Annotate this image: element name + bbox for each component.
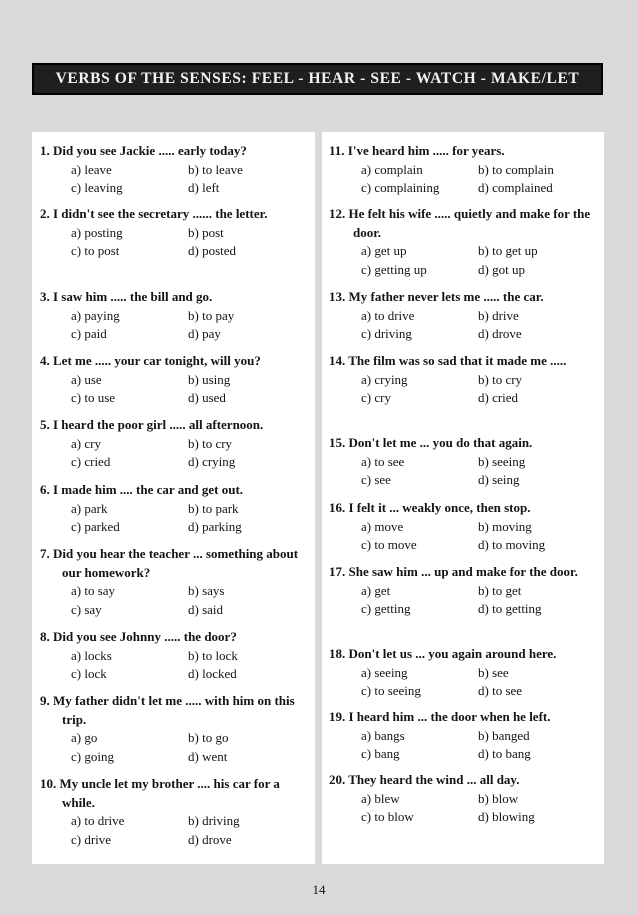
option-d: d) locked [188,666,237,681]
option-d: d) posted [188,243,237,258]
question-14 [322,352,604,408]
right-question-panel [322,132,604,864]
question-5 [32,416,315,472]
option-b: b) to get [478,582,522,598]
option-a: a) move [361,518,404,534]
page-number: 14 [312,882,326,897]
option-b: b) to pay [188,307,235,323]
option-d: d) said [188,601,224,617]
option-c: c) drive [71,831,112,847]
option-b: b) to cry [188,435,233,451]
option-b: b) seeing [478,453,526,469]
question-13 [322,288,604,344]
option-b: b) using [188,371,231,387]
option-b: b) to park [188,500,239,516]
option-b: b) moving [478,518,532,534]
option-d: d) blowing [478,809,535,824]
option-a: a) posting [71,224,123,240]
option-b: b) to cry [478,371,523,387]
option-c: c) to use [71,390,116,405]
question-stem: 4. Let me ..... your car tonight, will you? [40,353,261,368]
option-b: b) driving [188,813,240,828]
question-12 [322,205,604,279]
option-c: c) getting up [361,261,427,277]
question-20 [322,771,604,827]
question-stem: 16. I felt it ... weakly once, then stop. [329,500,531,515]
option-c: c) say [71,601,102,617]
option-a: a) to drive [71,813,125,828]
question-stem: 8. Did you see Johnny ..... the door? [40,629,237,644]
question-stem: 5. I heard the poor girl ..... all afternoon. [40,417,264,432]
option-d: d) seing [478,472,520,487]
question-stem: 6. I made him .... the car and get out. [40,482,244,497]
question-1 [32,142,315,198]
question-2 [32,205,282,261]
option-c: c) cried [71,454,111,469]
option-b: b) to go [188,730,229,745]
option-d: d) drove [188,831,232,847]
option-c: c) getting [361,601,411,616]
question-9 [32,692,315,766]
option-c: c) paid [71,326,107,341]
left-question-panel [32,132,315,864]
question-16 [322,499,604,555]
question-15 [322,434,604,490]
question-3 [32,288,315,344]
option-d: d) parking [188,519,242,534]
page-title: VERBS OF THE SENSES: FEEL - HEAR - SEE - WATCH - MAKE/LET [32,63,603,95]
option-a: a) to see [361,453,405,469]
question-11 [322,142,604,198]
option-d: d) went [188,748,228,764]
option-a: a) crying [361,371,408,387]
option-a: a) park [71,500,108,516]
option-b: b) says [188,583,225,598]
question-19 [322,708,604,764]
option-a: a) use [71,371,102,387]
option-b: b) drive [478,307,519,323]
option-b: b) to get up [478,243,538,258]
option-d: d) to see [478,683,523,698]
option-a: a) get [361,582,391,598]
option-b: b) see [478,664,509,680]
option-a: a) get up [361,243,407,258]
question-stem: 1. Did you see Jackie ..... early today? [40,143,247,158]
option-c: c) lock [71,666,107,681]
question-stem: 7. Did you hear the teacher ... something about our homework? [40,546,299,580]
option-a: a) go [71,730,98,745]
option-c: c) to seeing [361,683,421,698]
question-stem: 11. I've heard him ..... for years. [329,143,505,158]
question-stem: 14. The film was so sad that it made me ..... [329,353,567,368]
option-d: d) drove [478,326,522,341]
option-a: a) complain [361,161,423,177]
option-c: c) complaining [361,180,440,195]
option-a: a) cry [71,435,101,451]
question-stem: 3. I saw him ..... the bill and go. [40,289,213,304]
option-c: c) cry [361,390,391,405]
question-18 [322,645,604,701]
option-b: b) to complain [478,161,554,177]
option-b: b) to lock [188,647,238,663]
option-c: c) to blow [361,809,414,824]
option-d: d) complained [478,180,553,195]
option-d: d) crying [188,454,236,469]
question-6 [32,481,315,537]
question-stem: 18. Don't let us ... you again around here. [329,646,557,661]
question-stem: 2. I didn't see the secretary ...... the letter. [40,206,268,221]
question-stem: 10. My uncle let my brother .... his car for a while. [40,776,280,810]
option-a: a) blew [361,790,400,806]
question-stem: 19. I heard him ... the door when he left. [329,709,551,724]
question-stem: 15. Don't let me ... you do that again. [329,435,533,450]
question-10 [32,775,302,849]
question-stem: 9. My father didn't let me ..... with him on this trip. [40,693,295,727]
option-a: a) locks [71,647,112,663]
option-d: d) left [188,180,220,195]
option-c: c) to post [71,243,120,258]
option-a: a) seeing [361,664,408,680]
question-stem: 17. She saw him ... up and make for the door. [329,564,578,579]
option-c: c) parked [71,519,120,534]
option-b: b) to leave [188,161,243,177]
option-d: d) to getting [478,601,542,616]
option-b: b) blow [478,790,519,806]
option-b: b) post [188,224,224,240]
option-d: d) cried [478,390,519,405]
option-a: a) to say [71,583,116,598]
question-stem: 20. They heard the wind ... all day. [329,772,520,787]
question-7 [32,545,315,619]
question-4 [32,352,315,408]
option-c: c) bang [361,746,400,761]
option-d: d) pay [188,326,221,341]
option-c: c) to move [361,537,417,552]
option-a: a) paying [71,307,120,323]
option-a: a) bangs [361,727,405,743]
question-stem: 12. He felt his wife ..... quietly and make for the door. [329,206,591,240]
option-c: c) see [361,472,391,487]
option-d: d) got up [478,261,525,277]
option-d: d) used [188,390,226,405]
option-a: a) to drive [361,307,415,323]
question-17 [322,563,604,619]
option-c: c) leaving [71,180,123,195]
option-c: c) going [71,748,114,764]
option-c: c) driving [361,326,412,341]
option-d: d) to moving [478,537,546,552]
question-stem: 13. My father never lets me ..... the car. [329,289,544,304]
option-a: a) leave [71,161,112,177]
option-d: d) to bang [478,746,531,761]
option-b: b) banged [478,727,530,743]
question-8 [32,628,315,684]
